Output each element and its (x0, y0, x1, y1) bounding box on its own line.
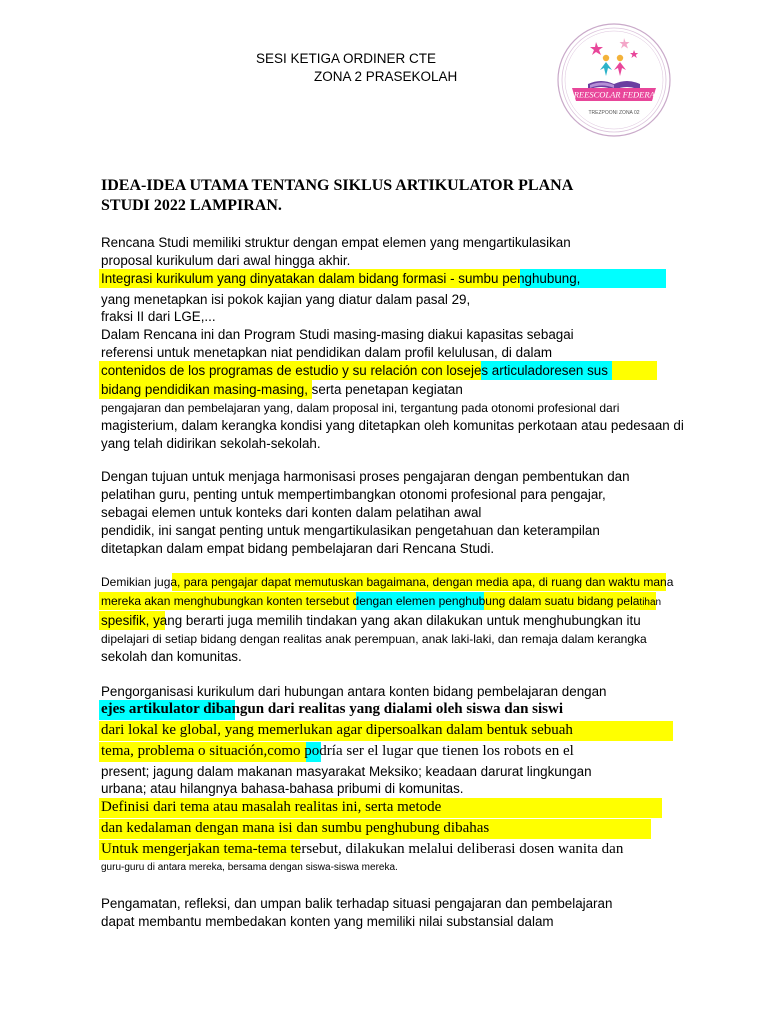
p1-line-7: referensi untuk menetapkan niat pendidikan dalam profil kelulusan, di dalam (101, 345, 553, 360)
p3-line-2: mereka akan menghubungkan konten tersebut dengan elemen penghubung dalam suatu bidang pelatihan (101, 594, 662, 608)
p2-line-1: Dengan tujuan untuk menjaga harmonisasi proses pengajaran dengan pembentukan dan (101, 469, 630, 484)
p3-line-4: dipelajari di setiap bidang dengan realitas anak perempuan, anak laki-laki, dan remaja dalam kerangka (101, 632, 647, 646)
title-line-1: IDEA-IDEA UTAMA TENTANG SIKLUS ARTIKULATOR PLANA (101, 177, 574, 194)
p4-line-8: dan kedalaman dengan mana isi dan sumbu penghubung dibahas (101, 820, 490, 836)
p2-line-2: pelatihan guru, penting untuk mempertimbangkan otonomi profesional para pengajar, (101, 487, 606, 502)
p4-line-9: Untuk mengerjakan tema-tema tersebut, dilakukan melalui deliberasi dosen wanita dan (101, 841, 624, 857)
p3-line-3: spesifik, yang berarti juga memilih tindakan yang akan dilakukan untuk menghubungkan itu (101, 613, 641, 628)
p1-line-11: magisterium, dalam kerangka kondisi yang ditetapkan oleh komunitas perkotaan atau pedesaan di (101, 418, 684, 433)
p3-line-1: Demikian juga, para pengajar dapat memutuskan bagaimana, dengan media apa, di ruang dan waktu mana (101, 575, 674, 589)
p3-line-5: sekolah dan komunitas. (101, 649, 242, 664)
p1-line-10: pengajaran dan pembelajaran yang, dalam proposal ini, tergantung pada otonomi profesional dari (101, 401, 620, 415)
header-line-1: SESI KETIGA ORDINER CTE (256, 51, 437, 66)
p5-line-2: dapat membantu membedakan konten yang memiliki nilai substansial dalam (101, 914, 554, 929)
header-line-2: ZONA 2 PRASEKOLAH (314, 69, 458, 84)
preescolar-federal-logo (556, 22, 672, 138)
p2-line-5: ditetapkan dalam empat bidang pembelajaran dari Rencana Studi. (101, 541, 495, 556)
p4-line-4: tema, problema o situación,como podría ser el lugar que tienen los robots en el (101, 743, 574, 759)
p4-line-7: Definisi dari tema atau masalah realitas ini, serta metode (101, 799, 442, 815)
p2-line-3: sebagai elemen untuk konteks dari konten dalam pelatihan awal (101, 505, 482, 520)
p1-line-4: yang menetapkan isi pokok kajian yang diatur dalam pasal 29, (101, 292, 471, 307)
p1-line-9: bidang pendidikan masing-masing, serta penetapan kegiatan (101, 382, 463, 397)
logo-name: PREESCOLAR FEDERAL (568, 89, 660, 100)
p1-line-5: fraksi II dari LGE,... (101, 309, 216, 324)
p5-line-1: Pengamatan, refleksi, dan umpan balik terhadap situasi pengajaran dan pembelajaran (101, 896, 613, 911)
title-line-2: STUDI 2022 LAMPIRAN. (101, 197, 282, 214)
p1-line-3: Integrasi kurikulum yang dinyatakan dalam bidang formasi - sumbu penghubung, (101, 271, 581, 286)
p1-line-2: proposal kurikulum dari awal hingga akhir. (101, 253, 351, 268)
p4-line-10: guru-guru di antara mereka, bersama dengan siswa-siswa mereka. (101, 862, 398, 873)
p4-line-5: present; jagung dalam makanan masyarakat Meksiko; keadaan darurat lingkungan (101, 764, 592, 779)
p1-line-8: contenidos de los programas de estudio y su relación con losejes articuladoresen sus (101, 363, 608, 378)
p1-line-12: yang telah didirikan sekolah-sekolah. (101, 436, 321, 451)
p1-line-6: Dalam Rencana ini dan Program Studi masing-masing diakui kapasitas sebagai (101, 327, 574, 342)
p4-line-3: dari lokal ke global, yang memerlukan agar dipersoalkan dalam bentuk sebuah (101, 722, 573, 738)
p1-line-1: Rencana Studi memiliki struktur dengan empat elemen yang mengartikulasikan (101, 235, 571, 250)
p4-line-2: ejes artikulator dibangun dari realitas yang dialami oleh siswa dan siswi (101, 701, 564, 717)
p4-line-1: Pengorganisasi kurikulum dari hubungan antara konten bidang pembelajaran dengan (101, 684, 607, 699)
logo-sub: TREZPOONI ZONA 02 (588, 110, 640, 116)
p4-line-6: urbana; atau hilangnya bahasa-bahasa pribumi di komunitas. (101, 781, 464, 796)
p2-line-4: pendidik, ini sangat penting untuk mengartikulasikan pengetahuan dan keterampilan (101, 523, 600, 538)
